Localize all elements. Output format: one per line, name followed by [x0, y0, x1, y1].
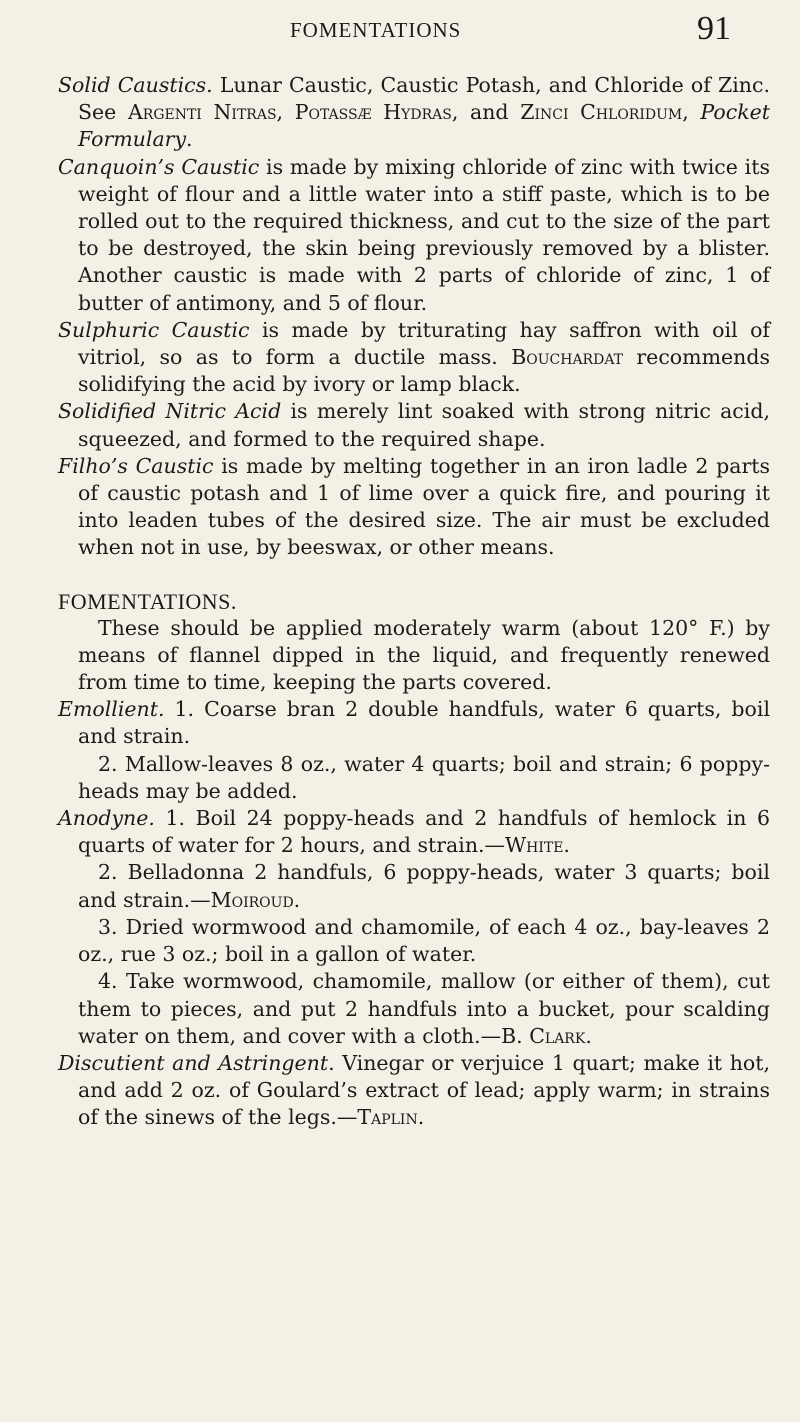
recipe-item: 3. Dried wormwood and chamomile, of each 4 oz., bay-leaves 2 oz., rue 3 oz.; boil in a gallon of water.	[78, 914, 770, 967]
author-name: Moiroud	[210, 887, 294, 912]
author-name: Taplin	[357, 1105, 418, 1130]
paragraph-canquoin-caustic	[58, 154, 770, 317]
paragraph-anodyne	[58, 805, 770, 859]
recipe-item	[58, 859, 770, 913]
entry-heading: Solidified Nitric Acid	[58, 399, 282, 424]
author-name: White	[505, 833, 564, 858]
paragraph-text: Lunar Caustic, Caustic Potash, and Chloride of Zinc. See	[78, 73, 770, 125]
paragraph-discutient-astringent	[58, 1050, 770, 1132]
entry-heading: Anodyne.	[58, 806, 155, 831]
entry-heading: Canquoin’s Caustic	[58, 154, 260, 179]
entry-heading: Emollient.	[58, 697, 165, 722]
recipe-text: 2. Belladonna 2 handfuls, 6 poppy-heads, water 3 quarts; boil and strain.—	[78, 860, 770, 912]
recipe-item	[58, 968, 770, 1050]
paragraph-text: .	[293, 887, 301, 912]
paragraph-text: .	[186, 127, 193, 152]
entry-heading: Filho’s Caustic	[58, 453, 214, 478]
recipe-item: 2. Mallow-leaves 8 oz., water 4 quarts; boil and strain; 6 poppy-heads may be added.	[78, 751, 770, 803]
paragraph-text: is made by melting together in an iron ladle 2 parts of caustic potash and 1 of lime over a quick fire, and pouring it into leaden tubes of the desired size. The air must be excluded when not in use, by beeswax, or other means.	[78, 453, 771, 560]
paragraph-solidified-nitric-acid	[58, 398, 770, 452]
recipe-text: 4. Take wormwood, chamomile, mallow (or either of them), cut them to pieces, and put 2 handfuls into a bucket, pour scalding water on them, and cover with a cloth.—B.	[78, 969, 770, 1048]
page-header	[0, 6, 800, 56]
author-name: Bouchardat	[511, 345, 624, 370]
paragraph-solid-caustics	[58, 72, 770, 154]
paragraph-filho-caustic	[58, 453, 770, 562]
paragraph-text: .	[585, 1023, 592, 1048]
paragraph-text: recommends solidifying the acid by ivory or lamp black.	[78, 345, 770, 397]
recipe-item: 1. Coarse bran 2 double handfuls, water 6 quarts, boil and strain.	[78, 697, 770, 749]
author-name: Clark	[529, 1023, 586, 1048]
page-body	[58, 72, 770, 1132]
paragraph-sulphuric-caustic	[58, 317, 770, 399]
page-number: 91	[697, 10, 731, 47]
section-heading: FOMENTATIONS.	[58, 588, 237, 614]
paragraph-text: and	[458, 100, 521, 125]
running-head: FOMENTATIONS	[290, 18, 462, 42]
recipe-item: 1. Boil 24 poppy-heads and 2 handfuls of hemlock in 6 quarts of water for 2 hours, and strain.—	[78, 806, 770, 858]
paragraph-text: is made by mixing chloride of zinc with twice its weight of flour and a little water into a stiff paste, which is to be rolled out to the required thickness, and cut to the size of the part to be destroyed, the skin being previously removed by a blister. Another caustic is made with 2 parts of chloride of zinc, 1 of butter of antimony, and 5 of flour.	[78, 154, 770, 315]
paragraph-text: .	[417, 1105, 425, 1130]
cross-reference: Zinci Chloridum,	[520, 100, 689, 125]
paragraph-text	[689, 100, 701, 124]
entry-heading: Solid Caustics.	[58, 73, 213, 97]
entry-heading: Sulphuric Caustic	[58, 317, 250, 342]
paragraph-text: is merely lint soaked with strong nitric acid, squeezed, and formed to the required shape.	[78, 399, 770, 451]
paragraph-text: .	[563, 833, 570, 858]
paragraph-fomentations-intro: These should be applied moderately warm (about 120° F.) by means of flannel dipped in the liquid, and frequently renewed from time to time, keeping the parts covered.	[78, 615, 770, 695]
cross-reference: Argenti Nitras, Potassæ Hydras,	[127, 100, 459, 125]
paragraph-emollient	[58, 696, 770, 750]
entry-heading: Discutient and Astringent.	[58, 1050, 335, 1075]
paragraph-text: Vinegar or verjuice 1 quart; make it hot, and add 2 oz. of Goulard’s extract of lead; apply warm; in strains of the sinews of the legs.—	[78, 1050, 770, 1130]
paragraph-text: is made by triturating hay saffron with oil of vitriol, so as to form a ductile mass.	[78, 317, 771, 370]
book-reference: Pocket Formulary	[78, 100, 770, 152]
